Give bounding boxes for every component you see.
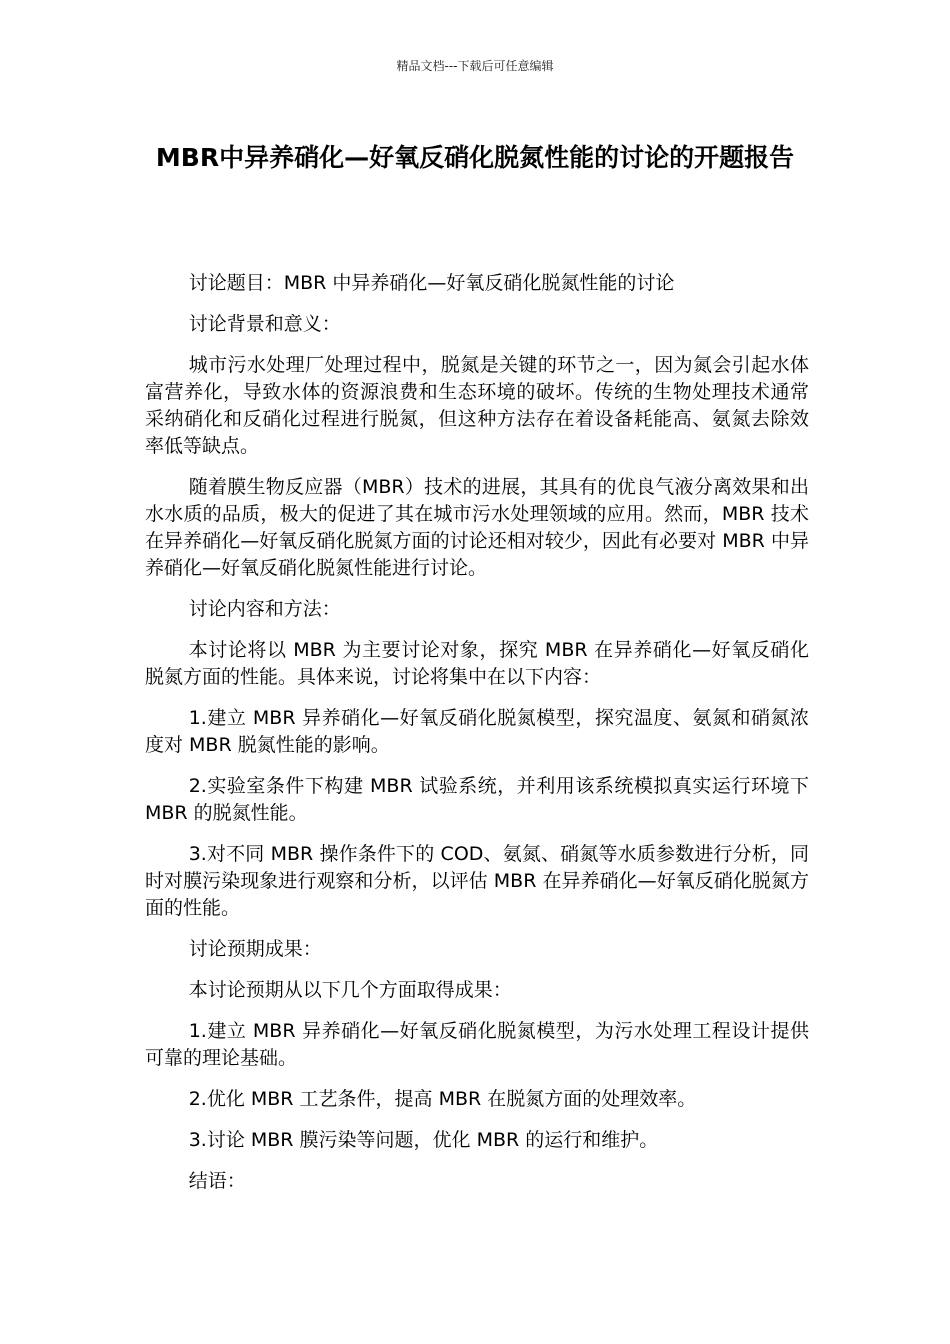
document-body bbox=[145, 270, 809, 1209]
paragraph-content-heading: 讨论内容和方法： bbox=[188, 598, 341, 620]
paragraph-background-1: 城市污水处理厂处理过程中，脱氮是关键的环节之一，因为氮会引起水体富营养化，导致水体的资源浪费和生态环境的破坏。传统的生物处理技术通常采纳硝化和反硝化过程进行脱氮，但这种方法存在着设备耗能高、氨氮去除效率低等缺点。 bbox=[145, 354, 809, 457]
paragraph-background-heading: 讨论背景和意义： bbox=[188, 313, 341, 335]
paragraph-topic: 讨论题目：MBR 中异养硝化—好氧反硝化脱氮性能的讨论 bbox=[188, 272, 675, 294]
paragraph-content-item-2: 2.实验室条件下构建 MBR 试验系统，并利用该系统模拟真实运行环境下 MBR 的脱氮性能。 bbox=[145, 775, 809, 824]
paragraph-content-item-1: 1.建立 MBR 异养硝化—好氧反硝化脱氮模型，探究温度、氨氮和硝氮浓度对 MBR 脱氮性能的影响。 bbox=[145, 707, 809, 756]
paragraph-results-item-1: 1.建立 MBR 异养硝化—好氧反硝化脱氮模型，为污水处理工程设计提供可靠的理论基础。 bbox=[145, 1020, 809, 1069]
paragraph-results-intro: 本讨论预期从以下几个方面取得成果： bbox=[188, 979, 512, 1001]
paragraph-background-2: 随着膜生物反应器（MBR）技术的进展，其具有的优良气液分离效果和出水水质的品质，极大的促进了其在城市污水处理领域的应用。然而，MBR 技术在异养硝化—好氧反硝化脱氮方面的讨论还相对较少，因此有必要对 MBR 中异养硝化—好氧反硝化脱氮性能进行讨论。 bbox=[145, 476, 809, 579]
paragraph-content-intro: 本讨论将以 MBR 为主要讨论对象，探究 MBR 在异养硝化—好氧反硝化脱氮方面的性能。具体来说，讨论将集中在以下内容： bbox=[145, 639, 809, 688]
paragraph-content-item-3: 3.对不同 MBR 操作条件下的 COD、氨氮、硝氮等水质参数进行分析，同时对膜污染现象进行观察和分析，以评估 MBR 在异养硝化—好氧反硝化脱氮方面的性能。 bbox=[145, 843, 809, 919]
paragraph-conclusion-heading: 结语： bbox=[188, 1170, 246, 1192]
paragraph-results-item-3: 3.讨论 MBR 膜污染等问题，优化 MBR 的运行和维护。 bbox=[188, 1129, 659, 1151]
paragraph-results-item-2: 2.优化 MBR 工艺条件，提高 MBR 在脱氮方面的处理效率。 bbox=[188, 1088, 697, 1110]
paragraph-results-heading: 讨论预期成果： bbox=[188, 938, 322, 960]
header-note: 精品文档---下载后可任意编辑 bbox=[396, 59, 554, 73]
document-title: MBR中异养硝化—好氧反硝化脱氮性能的讨论的开题报告 bbox=[155, 143, 795, 172]
